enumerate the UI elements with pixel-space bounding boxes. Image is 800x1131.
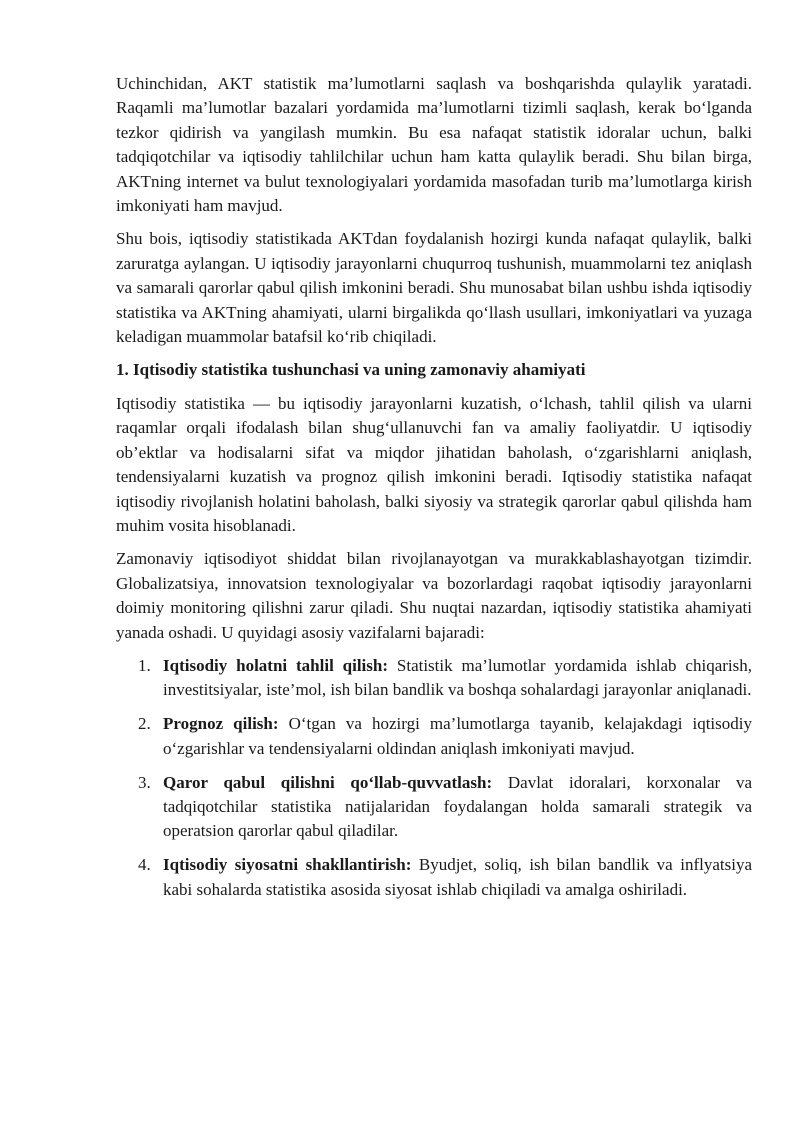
list-item-number: 4. (138, 855, 151, 875)
list-item-title: Prognoz qilish: (163, 714, 279, 734)
section-paragraph: Zamonaviy iqtisodiyot shiddat bilan rivojlanayotgan va murakkablashayotgan tizimdir. Globalizatsiya, innovatsion texnologiyalar va bozorlardagi raqobat iqtisodiy jarayonlarni doimiy monitoring qilishni zarur qiladi. Shu nuqtai nazardan, iqtisodiy statistika ahamiyati yanada oshadi. U quyidagi asosiy vazifalarni bajaradi: (116, 549, 752, 642)
list-item-text: Davlat idoralari, korxonalar va tadqiqotchilar statistika natijalaridan foydalangan holda samarali strategik va operatsion qarorlar qabul qiladilar. (163, 772, 752, 841)
intro-paragraph: Uchinchidan, AKT statistik ma’lumotlarni saqlash va boshqarishda qulaylik yaratadi. Raqamli ma’lumotlar bazalari yordamida ma’lumotlarni tizimli saqlash, kerak bo‘lganda tezkor qidirish va yangilash mumkin. Bu esa nafaqat statistik idoralar uchun, balki tadqiqotchilar va iqtisodiy tahlilchilar uchun ham katta qulaylik beradi. Shu bilan birga, AKTning internet va bulut texnologiyalari yordamida masofadan turib ma’lumotlarga kirish imkoniyati ham mavjud. (116, 74, 752, 216)
list-item-text: O‘tgan va hozirgi ma’lumotlarga tayanib, kelajakdagi iqtisodiy o‘zgarishlar va tendensiyalarni oldindan aniqlash imkoniyati mavjud. (163, 714, 752, 758)
list-item-text: Byudjet, soliq, ish bilan bandlik va inflyatsiya kabi sohalarda statistika asosida siyosat ishlab chiqiladi va amalga oshiriladi. (163, 855, 752, 899)
list-item-number: 3. (138, 772, 151, 792)
section-heading: 1. Iqtisodiy statistika tushunchasi va uning zamonaviy ahamiyati (116, 360, 586, 380)
intro-paragraph: Shu bois, iqtisodiy statistikada AKTdan foydalanish hozirgi kunda nafaqat qulaylik, balki zaruratga aylangan. U iqtisodiy jarayonlarni chuqurroq tushunish, muammolarni tez aniqlash va samarali qarorlar qabul qilish imkonini beradi. Shu munosabat bilan ushbu ishda iqtisodiy statistika va AKTning ahamiyati, ularni birgalikda qo‘llash usullari, imkoniyatlari va yuzaga keladigan muammolar batafsil ko‘rib chiqiladi. (116, 229, 752, 347)
list-item (116, 654, 752, 703)
list-item-title: Iqtisodiy holatni tahlil qilish: (163, 655, 389, 675)
list-item-text: Statistik ma’lumotlar yordamida ishlab chiqarish, investitsiyalar, iste’mol, ish bilan bandlik va boshqa sohalardagi jarayonlar aniqlanadi. (163, 655, 752, 700)
list-item-title: Qaror qabul qilishni qo‘llab-quvvatlash: (163, 772, 493, 792)
list-item-number: 1. (138, 655, 151, 675)
list-item (116, 853, 752, 902)
document-page (116, 72, 752, 912)
list-item-title: Iqtisodiy siyosatni shakllantirish: (163, 855, 412, 875)
section-paragraph: Iqtisodiy statistika — bu iqtisodiy jarayonlarni kuzatish, o‘lchash, tahlil qilish va ularni raqamlar orqali ifodalash bilan shug‘ullanuvchi fan va amaliy faoliyatdir. U iqtisodiy ob’ektlar va hodisalarni sifat va miqdor jihatidan baholash, o‘zgarishlarni aniqlash, tendensiyalarni kuzatish va prognoz qilish imkonini beradi. Iqtisodiy statistika nafaqat iqtisodiy rivojlanish holatini baholash, balki siyosiy va strategik qarorlar qabul qilishda ham muhim vosita hisoblanadi. (116, 393, 752, 535)
list-item (116, 771, 752, 844)
list-item (116, 712, 752, 761)
tasks-list (116, 654, 752, 902)
list-item-number: 2. (138, 714, 151, 734)
